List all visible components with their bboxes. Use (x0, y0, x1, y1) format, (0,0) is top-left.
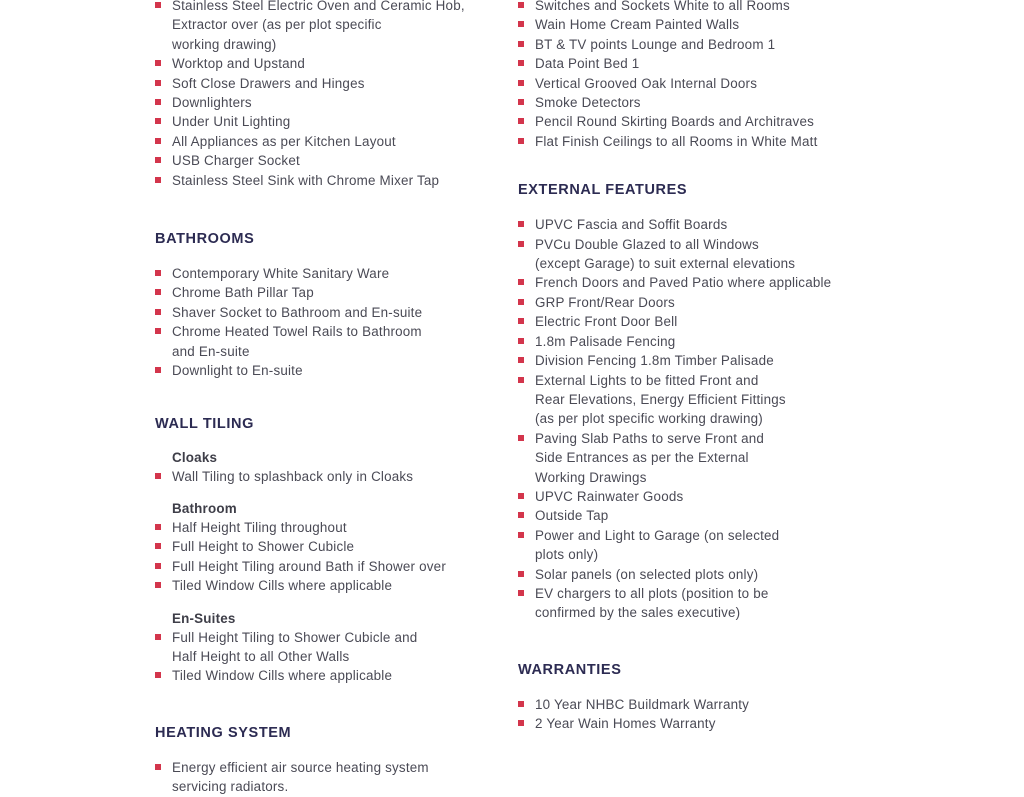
list-item: 10 Year NHBC Buildmark Warranty (518, 695, 878, 714)
wall-tiling-heading: WALL TILING (155, 415, 254, 432)
heating-heading: HEATING SYSTEM (155, 724, 292, 741)
left-column (155, 0, 500, 795)
cloaks-list (155, 467, 500, 486)
list-item: Chrome Heated Towel Rails to Bathroom and En-suite (155, 322, 500, 361)
en-suites-subheading: En-Suites (172, 610, 236, 626)
list-item: Power and Light to Garage (on selected plots only) (518, 526, 878, 565)
list-item: Stainless Steel Sink with Chrome Mixer Tap (155, 171, 500, 190)
list-item: Contemporary White Sanitary Ware (155, 264, 500, 283)
list-item: Downlighters (155, 93, 500, 112)
list-item: Switches and Sockets White to all Rooms (518, 0, 878, 15)
list-item: Data Point Bed 1 (518, 54, 878, 73)
list-item: Division Fencing 1.8m Timber Palisade (518, 351, 878, 370)
list-item: Smoke Detectors (518, 93, 878, 112)
bathroom-tiling-list (155, 518, 500, 596)
list-item: External Lights to be fitted Front and Rear Elevations, Energy Efficient Fittings (as per plot specific working drawing) (518, 371, 878, 429)
list-item: Tiled Window Cills where applicable (155, 576, 500, 595)
list-item: Under Unit Lighting (155, 112, 500, 131)
list-item: Half Height Tiling throughout (155, 518, 500, 537)
list-item: 2 Year Wain Homes Warranty (518, 714, 878, 733)
list-item: GRP Front/Rear Doors (518, 293, 878, 312)
list-item: Stainless Steel Electric Oven and Ceramic Hob, Extractor over (as per plot specific working drawing) (155, 0, 500, 54)
list-item: 1.8m Palisade Fencing (518, 332, 878, 351)
heating-list (155, 758, 500, 797)
list-item: Shaver Socket to Bathroom and En-suite (155, 303, 500, 322)
list-item: Electric Front Door Bell (518, 312, 878, 331)
list-item: Soft Close Drawers and Hinges (155, 74, 500, 93)
list-item: BT & TV points Lounge and Bedroom 1 (518, 35, 878, 54)
list-item: Paving Slab Paths to serve Front and Side Entrances as per the External Working Drawings (518, 429, 878, 487)
wall-tiling-section (155, 415, 500, 686)
list-item: Flat Finish Ceilings to all Rooms in White Matt (518, 132, 878, 151)
bathroom-subheading: Bathroom (172, 500, 237, 516)
bathrooms-list (155, 264, 500, 380)
list-item: Tiled Window Cills where applicable (155, 666, 500, 685)
list-item: EV chargers to all plots (position to be confirmed by the sales executive) (518, 584, 878, 623)
list-item: USB Charger Socket (155, 151, 500, 170)
bathrooms-section (155, 230, 500, 380)
list-item: Vertical Grooved Oak Internal Doors (518, 74, 878, 93)
heating-section (155, 724, 500, 797)
list-item: UPVC Rainwater Goods (518, 487, 878, 506)
bathrooms-heading: BATHROOMS (155, 231, 255, 248)
list-item: Chrome Bath Pillar Tap (155, 283, 500, 302)
list-item: Full Height Tiling to Shower Cubicle and Half Height to all Other Walls (155, 628, 500, 667)
warranties-heading: WARRANTIES (518, 661, 622, 678)
interior-list (518, 0, 878, 151)
external-heading: EXTERNAL FEATURES (518, 182, 688, 199)
list-item: Full Height to Shower Cubicle (155, 537, 500, 556)
list-item: Outside Tap (518, 506, 878, 525)
external-section (518, 181, 878, 623)
list-item: French Doors and Paved Patio where applicable (518, 273, 878, 292)
list-item: Wain Home Cream Painted Walls (518, 15, 878, 34)
cloaks-subheading: Cloaks (172, 449, 218, 465)
list-item: Worktop and Upstand (155, 54, 500, 73)
list-item: Full Height Tiling around Bath if Shower over (155, 557, 500, 576)
kitchen-section (155, 0, 500, 190)
list-item: Energy efficient air source heating system servicing radiators. (155, 758, 500, 797)
interior-section (518, 0, 878, 151)
warranties-section (518, 661, 878, 734)
list-item: Downlight to En-suite (155, 361, 500, 380)
list-item: All Appliances as per Kitchen Layout (155, 132, 500, 151)
warranties-list (518, 695, 878, 734)
list-item: Wall Tiling to splashback only in Cloaks (155, 467, 500, 486)
kitchen-list (155, 0, 500, 190)
list-item: Pencil Round Skirting Boards and Architraves (518, 112, 878, 131)
list-item: UPVC Fascia and Soffit Boards (518, 215, 878, 234)
list-item: PVCu Double Glazed to all Windows (except Garage) to suit external elevations (518, 235, 878, 274)
external-list (518, 215, 878, 623)
en-suites-list (155, 628, 500, 686)
list-item: Solar panels (on selected plots only) (518, 565, 878, 584)
right-column (518, 0, 878, 732)
